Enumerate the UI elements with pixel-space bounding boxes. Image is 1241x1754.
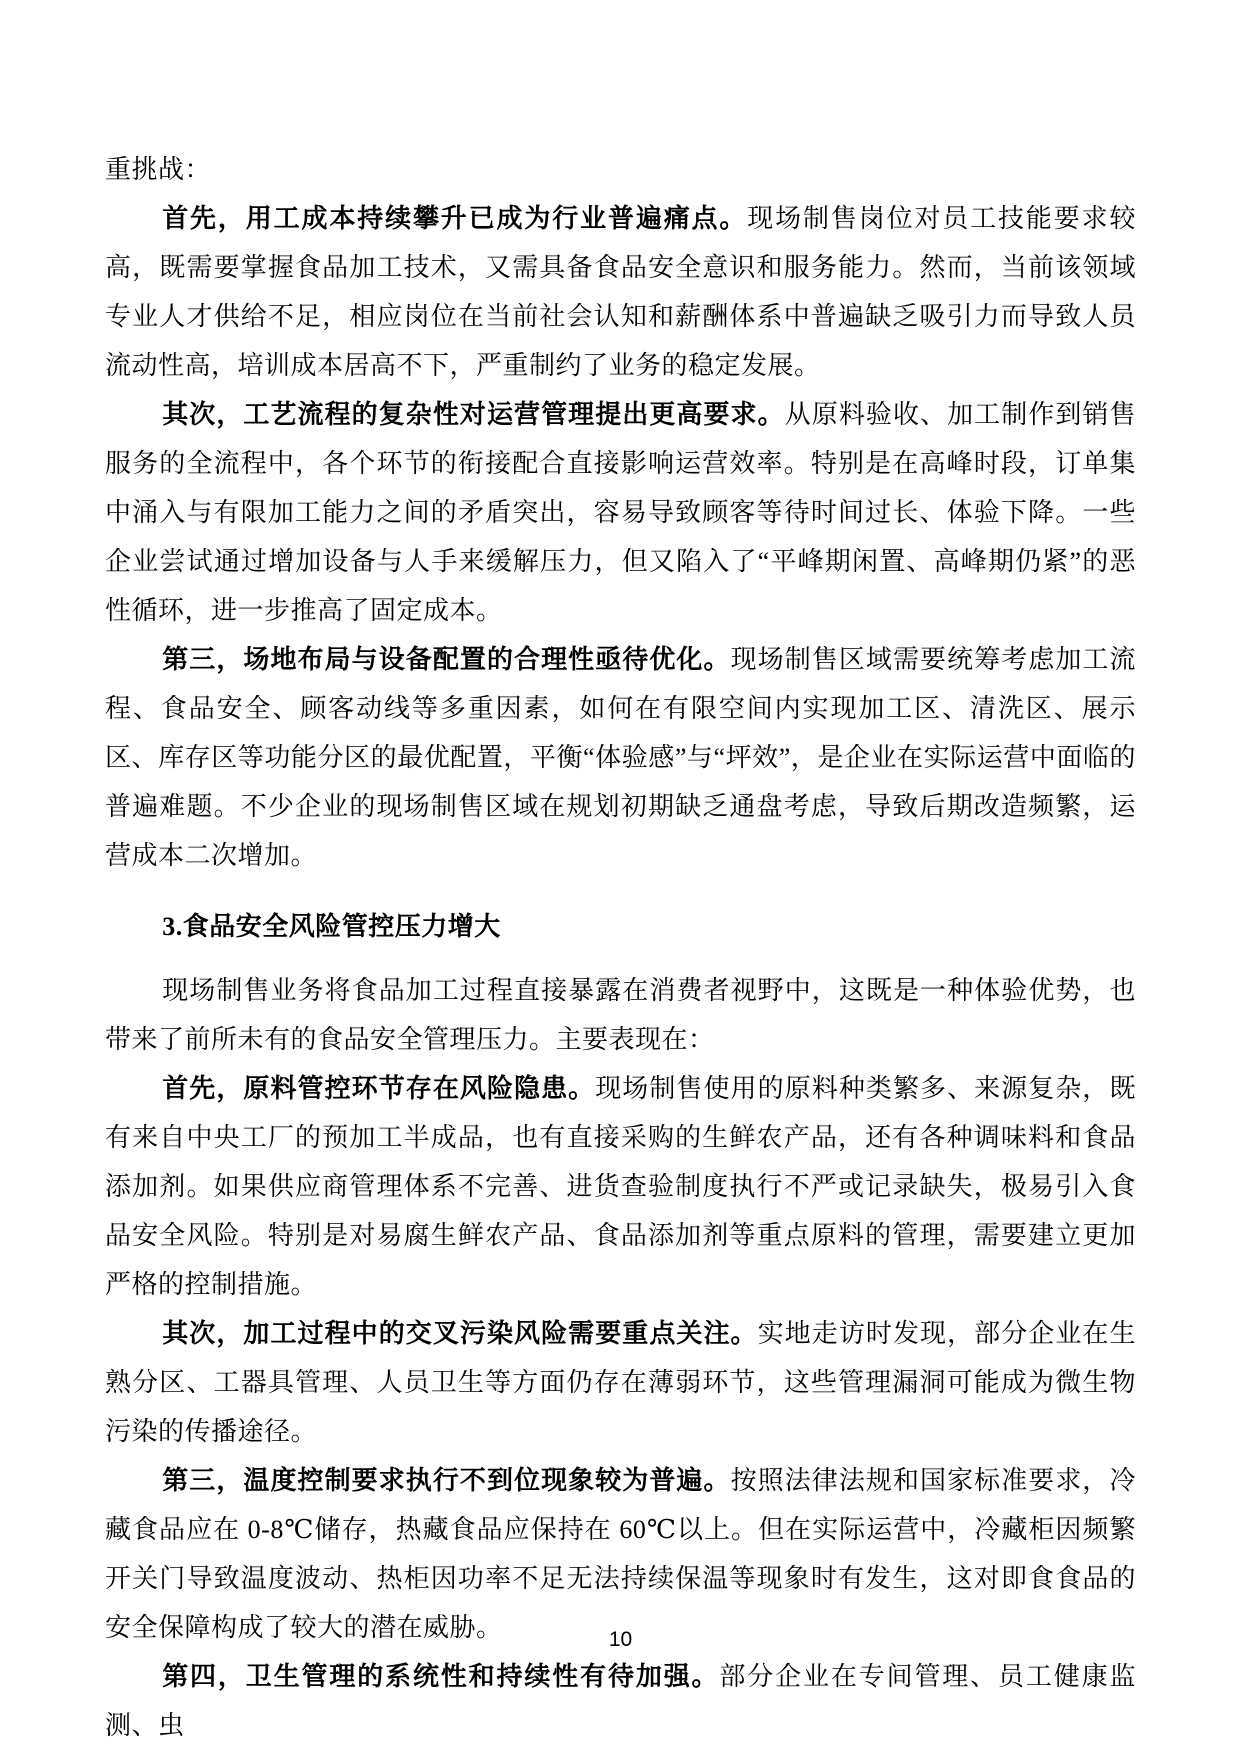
- paragraph-bold-lead: 第四，卫生管理的系统性和持续性有待加强。: [162, 1662, 720, 1691]
- section-heading-food-safety: [105, 902, 1136, 951]
- paragraph-temperature-control: [105, 1456, 1136, 1652]
- paragraph-bold-lead: 首先，原料管控环节存在风险隐患。: [162, 1074, 596, 1103]
- paragraph-food-safety-intro: [105, 966, 1136, 1064]
- paragraph-continuation: [105, 145, 1136, 194]
- paragraph-text: 现场制售岗位对员工技能要求较高，既需要掌握食品加工技术，又需具备食品安全意识和服务能力。然而，当前该领域专业人才供给不足，相应岗位在当前社会认知和薪酬体系中普遍缺乏吸引力而导致人员流动性高，培训成本居高不下，严重制约了业务的稳定发展。: [105, 204, 1136, 380]
- paragraph-text: 重挑战：: [105, 155, 212, 184]
- paragraph-workforce-cost: [105, 194, 1136, 390]
- section-heading-text: 3.食品安全风险管控压力增大: [162, 912, 501, 941]
- paragraph-text: 按照法律法规和国家标准要求，冷藏食品应在 0-8℃储存，热藏食品应保持在 60℃以上。但在实际运营中，冷藏柜因频繁开关门导致温度波动、热柜因功率不足无法持续保温等现象时有发生，这对即食食品的安全保障构成了较大的潜在威胁。: [105, 1466, 1136, 1642]
- paragraph-bold-lead: 其次，加工过程中的交叉污染风险需要重点关注。: [162, 1319, 758, 1348]
- paragraph-text: 从原料验收、加工制作到销售服务的全流程中，各个环节的衔接配合直接影响运营效率。特别是在高峰时段，订单集中涌入与有限加工能力之间的矛盾突出，容易导致顾客等待时间过长、体验下降。一些企业尝试通过增加设备与人手来缓解压力，但又陷入了“平峰期闲置、高峰期仍紧”的恶性循环，进一步推高了固定成本。: [105, 400, 1136, 625]
- paragraph-bold-lead: 第三，温度控制要求执行不到位现象较为普遍。: [162, 1466, 731, 1495]
- paragraph-bold-lead: 其次，工艺流程的复杂性对运营管理提出更高要求。: [162, 400, 785, 429]
- paragraph-text: 实地走访时发现，部分企业在生熟分区、工器具管理、人员卫生等方面仍存在薄弱环节，这些管理漏洞可能成为微生物污染的传播途径。: [105, 1319, 1136, 1446]
- paragraph-bold-lead: 首先，用工成本持续攀升已成为行业普遍痛点。: [162, 204, 748, 233]
- paragraph-raw-material-risk: [105, 1064, 1136, 1309]
- paragraph-cross-contamination: [105, 1309, 1136, 1456]
- paragraph-bold-lead: 第三，场地布局与设备配置的合理性亟待优化。: [162, 645, 731, 674]
- document-body: [105, 145, 1136, 1750]
- paragraph-text: 部分企业在专间管理、员工健康监测、虫: [105, 1662, 1136, 1740]
- paragraph-text: 现场制售业务将食品加工过程直接暴露在消费者视野中，这既是一种体验优势，也带来了前所未有的食品安全管理压力。主要表现在：: [105, 976, 1136, 1054]
- paragraph-hygiene-management: [105, 1652, 1136, 1750]
- page-number: 10: [608, 1628, 633, 1651]
- paragraph-text: 现场制售使用的原料种类繁多、来源复杂，既有来自中央工厂的预加工半成品，也有直接采购的生鲜农产品，还有各种调味料和食品添加剂。如果供应商管理体系不完善、进货查验制度执行不严或记录缺失，极易引入食品安全风险。特别是对易腐生鲜农产品、食品添加剂等重点原料的管理，需要建立更加严格的控制措施。: [105, 1074, 1136, 1299]
- paragraph-process-complexity: [105, 390, 1136, 635]
- paragraph-layout-equipment: [105, 635, 1136, 880]
- paragraph-text: 现场制售区域需要统筹考虑加工流程、食品安全、顾客动线等多重因素，如何在有限空间内实现加工区、清洗区、展示区、库存区等功能分区的最优配置，平衡“体验感”与“坪效”，是企业在实际运营中面临的普遍难题。不少企业的现场制售区域在规划初期缺乏通盘考虑，导致后期改造频繁，运营成本二次增加。: [105, 645, 1136, 870]
